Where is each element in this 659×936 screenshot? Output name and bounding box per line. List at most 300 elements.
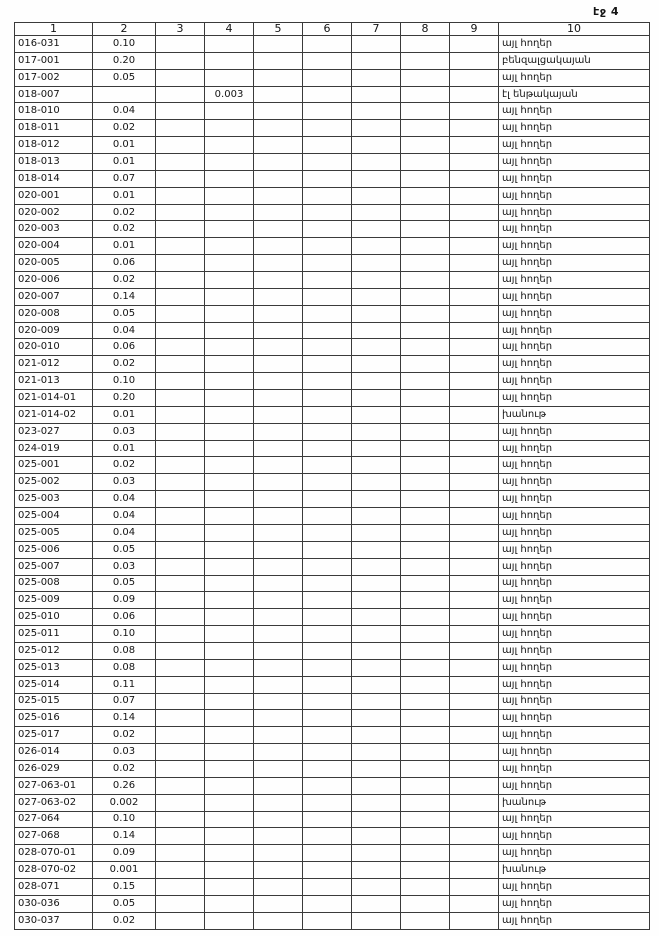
table-cell [303, 339, 352, 356]
table-cell: 025-012 [15, 642, 93, 659]
table-cell: այլ հողեր [499, 120, 650, 137]
table-cell: բենզալցակայան [499, 52, 650, 69]
table-cell [352, 744, 401, 761]
table-cell [254, 221, 303, 238]
table-cell [156, 642, 205, 659]
table-cell [303, 373, 352, 390]
table-cell [352, 154, 401, 171]
table-cell [205, 609, 254, 626]
table-cell: 0.07 [93, 693, 156, 710]
table-cell [352, 895, 401, 912]
table-cell [254, 541, 303, 558]
table-cell [205, 508, 254, 525]
table-cell: այլ հողեր [499, 558, 650, 575]
table-cell [205, 626, 254, 643]
table-cell [401, 895, 450, 912]
table-cell [156, 676, 205, 693]
table-cell [254, 457, 303, 474]
table-cell: այլ հողեր [499, 626, 650, 643]
table-cell: այլ հողեր [499, 339, 650, 356]
table-cell [450, 406, 499, 423]
table-cell [254, 440, 303, 457]
table-cell [450, 710, 499, 727]
table-cell: այլ հողեր [499, 845, 650, 862]
table-cell [303, 524, 352, 541]
table-cell: 0.08 [93, 659, 156, 676]
table-cell: 025-015 [15, 693, 93, 710]
table-cell [303, 811, 352, 828]
table-cell [401, 862, 450, 879]
table-cell [450, 777, 499, 794]
table-cell: 025-005 [15, 524, 93, 541]
table-cell: 020-002 [15, 204, 93, 221]
table-cell [352, 36, 401, 53]
table-cell [303, 862, 352, 879]
table-cell [156, 895, 205, 912]
table-cell [401, 811, 450, 828]
header-row [15, 23, 650, 36]
table-cell [156, 356, 205, 373]
table-cell: 0.10 [93, 626, 156, 643]
table-cell [205, 69, 254, 86]
table-cell: 0.02 [93, 120, 156, 137]
table-cell: 0.01 [93, 187, 156, 204]
table-cell [303, 103, 352, 120]
table-cell: այլ հողեր [499, 727, 650, 744]
table-cell [156, 760, 205, 777]
table-cell [303, 322, 352, 339]
table-cell [450, 204, 499, 221]
table-cell: այլ հողեր [499, 170, 650, 187]
table-cell: 0.01 [93, 440, 156, 457]
table-cell [254, 592, 303, 609]
table-cell [303, 423, 352, 440]
table-cell [401, 524, 450, 541]
table-cell: 0.01 [93, 238, 156, 255]
table-cell [450, 86, 499, 103]
table-cell [450, 272, 499, 289]
table-cell [254, 609, 303, 626]
table-cell [254, 322, 303, 339]
table-cell: 028-070-01 [15, 845, 93, 862]
column-header: 4 [205, 23, 254, 36]
table-cell [303, 878, 352, 895]
table-cell: այլ հողեր [499, 187, 650, 204]
table-cell: 025-003 [15, 491, 93, 508]
table-cell [254, 676, 303, 693]
table-cell [303, 187, 352, 204]
table-cell [450, 255, 499, 272]
table-cell [401, 272, 450, 289]
table-cell: 0.14 [93, 288, 156, 305]
table-cell [205, 676, 254, 693]
table-cell: 0.14 [93, 828, 156, 845]
table-cell [205, 727, 254, 744]
table-row [15, 238, 650, 255]
table-cell [156, 238, 205, 255]
table-cell [450, 744, 499, 761]
table-cell [303, 912, 352, 929]
table-cell: 0.11 [93, 676, 156, 693]
table-cell [303, 895, 352, 912]
table-cell: այլ հողեր [499, 137, 650, 154]
table-cell [450, 474, 499, 491]
table-cell: այլ հողեր [499, 710, 650, 727]
table-row [15, 339, 650, 356]
table-cell [450, 356, 499, 373]
table-cell: 025-002 [15, 474, 93, 491]
table-cell [352, 491, 401, 508]
table-cell [352, 221, 401, 238]
table-cell [156, 255, 205, 272]
table-cell [205, 52, 254, 69]
table-cell: այլ հողեր [499, 288, 650, 305]
table-cell [254, 491, 303, 508]
table-cell: 016-031 [15, 36, 93, 53]
table-cell [450, 423, 499, 440]
table-cell [254, 845, 303, 862]
table-cell [352, 912, 401, 929]
table-cell [205, 373, 254, 390]
table-cell [352, 811, 401, 828]
table-cell: այլ հողեր [499, 221, 650, 238]
table-cell [156, 794, 205, 811]
table-cell: այլ հողեր [499, 777, 650, 794]
table-cell [205, 710, 254, 727]
table-cell [450, 69, 499, 86]
table-cell [205, 862, 254, 879]
table-cell [450, 440, 499, 457]
table-cell [254, 406, 303, 423]
table-cell [156, 744, 205, 761]
table-cell: այլ հողեր [499, 693, 650, 710]
table-cell: 020-001 [15, 187, 93, 204]
table-cell: 017-002 [15, 69, 93, 86]
table-cell [205, 912, 254, 929]
table-cell [450, 541, 499, 558]
table-cell [352, 474, 401, 491]
table-cell [450, 322, 499, 339]
table-cell: այլ հողեր [499, 524, 650, 541]
table-cell [254, 356, 303, 373]
table-cell [205, 693, 254, 710]
table-row [15, 440, 650, 457]
table-cell: այլ հողեր [499, 676, 650, 693]
table-cell: 0.03 [93, 474, 156, 491]
table-cell [450, 52, 499, 69]
table-cell [352, 255, 401, 272]
table-cell: 0.06 [93, 339, 156, 356]
table-cell [450, 305, 499, 322]
table-cell: 025-017 [15, 727, 93, 744]
table-cell [205, 845, 254, 862]
table-cell [205, 811, 254, 828]
table-cell: այլ հողեր [499, 508, 650, 525]
table-cell: 020-004 [15, 238, 93, 255]
table-cell [254, 626, 303, 643]
table-cell: 0.15 [93, 878, 156, 895]
table-cell [401, 204, 450, 221]
table-cell [450, 878, 499, 895]
table-cell: 0.04 [93, 524, 156, 541]
table-cell [450, 187, 499, 204]
table-cell: այլ հողեր [499, 154, 650, 171]
table-cell [401, 474, 450, 491]
table-cell [450, 457, 499, 474]
table-cell: այլ հողեր [499, 491, 650, 508]
table-cell [352, 356, 401, 373]
table-cell: այլ հողեր [499, 356, 650, 373]
table-cell: 0.02 [93, 760, 156, 777]
table-cell: այլ հողեր [499, 322, 650, 339]
table-cell [401, 255, 450, 272]
table-cell [254, 423, 303, 440]
table-cell [401, 322, 450, 339]
table-cell [205, 238, 254, 255]
table-cell [205, 474, 254, 491]
table-cell: 020-006 [15, 272, 93, 289]
table-cell [401, 423, 450, 440]
table-cell [254, 187, 303, 204]
table-cell: 0.02 [93, 221, 156, 238]
table-cell [303, 356, 352, 373]
table-cell [401, 777, 450, 794]
table-cell [254, 339, 303, 356]
table-cell: 0.03 [93, 744, 156, 761]
table-cell [254, 288, 303, 305]
table-cell [303, 760, 352, 777]
table-cell: 0.05 [93, 575, 156, 592]
table-cell [205, 36, 254, 53]
table-cell [205, 659, 254, 676]
table-cell: 030-037 [15, 912, 93, 929]
table-cell [352, 120, 401, 137]
table-cell: 0.26 [93, 777, 156, 794]
table-cell [303, 154, 352, 171]
table-cell [205, 305, 254, 322]
table-cell [401, 541, 450, 558]
column-header: 7 [352, 23, 401, 36]
table-cell [254, 744, 303, 761]
table-cell [254, 52, 303, 69]
table-row [15, 592, 650, 609]
table-cell [254, 103, 303, 120]
table-row [15, 912, 650, 929]
table-cell [401, 238, 450, 255]
table-row [15, 187, 650, 204]
table-row [15, 272, 650, 289]
table-cell [401, 86, 450, 103]
table-cell [401, 878, 450, 895]
table-cell [156, 491, 205, 508]
table-cell [254, 811, 303, 828]
table-cell [254, 238, 303, 255]
table-cell [352, 676, 401, 693]
table-cell [254, 828, 303, 845]
table-cell: 026-014 [15, 744, 93, 761]
table-cell: 025-006 [15, 541, 93, 558]
table-cell: 0.02 [93, 356, 156, 373]
table-cell: 0.03 [93, 423, 156, 440]
table-cell [401, 693, 450, 710]
table-cell [254, 659, 303, 676]
table-cell [254, 642, 303, 659]
table-cell: 025-014 [15, 676, 93, 693]
table-cell [401, 710, 450, 727]
table-cell [352, 760, 401, 777]
table-cell: 0.05 [93, 305, 156, 322]
table-cell: 020-008 [15, 305, 93, 322]
table-cell [205, 760, 254, 777]
page-number-label: էջ 4 [593, 5, 619, 18]
table-cell [156, 626, 205, 643]
table-row [15, 52, 650, 69]
table-cell: 018-010 [15, 103, 93, 120]
table-cell: 0.003 [205, 86, 254, 103]
table-cell [156, 221, 205, 238]
column-header: 5 [254, 23, 303, 36]
table-cell [450, 120, 499, 137]
table-cell [205, 744, 254, 761]
table-cell [205, 339, 254, 356]
table-cell [352, 339, 401, 356]
table-cell [156, 558, 205, 575]
table-cell: 023-027 [15, 423, 93, 440]
table-cell: 025-001 [15, 457, 93, 474]
table-row [15, 204, 650, 221]
table-cell: 0.08 [93, 642, 156, 659]
table-row [15, 609, 650, 626]
table-cell [401, 727, 450, 744]
table-cell [450, 558, 499, 575]
table-cell [254, 727, 303, 744]
table-row [15, 659, 650, 676]
table-cell: այլ հողեր [499, 373, 650, 390]
table-cell [205, 777, 254, 794]
table-cell [156, 204, 205, 221]
table-cell: այլ հողեր [499, 541, 650, 558]
table-cell [156, 322, 205, 339]
table-cell: 0.20 [93, 52, 156, 69]
table-cell: 0.04 [93, 508, 156, 525]
table-cell: 025-007 [15, 558, 93, 575]
table-cell [254, 474, 303, 491]
table-cell [352, 423, 401, 440]
table-cell: 025-016 [15, 710, 93, 727]
table-cell: 018-013 [15, 154, 93, 171]
table-cell [401, 626, 450, 643]
table-cell [401, 609, 450, 626]
table-cell [352, 845, 401, 862]
table-cell [303, 828, 352, 845]
table-cell [156, 52, 205, 69]
table-cell [156, 845, 205, 862]
table-cell [303, 777, 352, 794]
table-cell [303, 204, 352, 221]
table-cell [352, 288, 401, 305]
table-cell [450, 221, 499, 238]
table-cell: էլ ենթակայան [499, 86, 650, 103]
table-cell: 018-007 [15, 86, 93, 103]
table-row [15, 322, 650, 339]
table-cell [352, 238, 401, 255]
table-cell: 0.10 [93, 36, 156, 53]
table-row [15, 878, 650, 895]
table-cell [205, 356, 254, 373]
table-cell [401, 103, 450, 120]
table-cell [303, 642, 352, 659]
table-cell [303, 305, 352, 322]
table-cell: 0.01 [93, 154, 156, 171]
table-cell [205, 878, 254, 895]
table-cell [156, 170, 205, 187]
table-cell [156, 693, 205, 710]
table-cell [450, 828, 499, 845]
table-cell [303, 86, 352, 103]
table-cell [352, 272, 401, 289]
table-cell [303, 120, 352, 137]
table-cell [254, 255, 303, 272]
table-row [15, 693, 650, 710]
table-cell: 025-008 [15, 575, 93, 592]
table-row [15, 305, 650, 322]
table-cell: 025-013 [15, 659, 93, 676]
table-cell [352, 322, 401, 339]
table-cell: 020-005 [15, 255, 93, 272]
table-cell: այլ հողեր [499, 811, 650, 828]
table-cell [401, 440, 450, 457]
table-cell [205, 592, 254, 609]
table-cell: այլ հողեր [499, 457, 650, 474]
table-cell [156, 457, 205, 474]
table-cell: 0.01 [93, 137, 156, 154]
table-row [15, 541, 650, 558]
table-cell [401, 52, 450, 69]
table-cell [156, 103, 205, 120]
table-cell [303, 406, 352, 423]
table-cell [352, 204, 401, 221]
table-cell [205, 524, 254, 541]
table-cell: 021-013 [15, 373, 93, 390]
table-cell [205, 642, 254, 659]
table-cell [450, 845, 499, 862]
table-cell: 021-014-01 [15, 390, 93, 407]
table-cell [156, 878, 205, 895]
table-cell [450, 373, 499, 390]
table-cell: 025-010 [15, 609, 93, 626]
table-cell [401, 356, 450, 373]
table-cell: այլ հողեր [499, 895, 650, 912]
table-cell [303, 727, 352, 744]
table-cell: 0.001 [93, 862, 156, 879]
table-cell [156, 541, 205, 558]
table-cell [205, 895, 254, 912]
table-cell: այլ հողեր [499, 642, 650, 659]
table-row [15, 811, 650, 828]
table-cell [450, 659, 499, 676]
table-cell [156, 862, 205, 879]
table-cell [401, 828, 450, 845]
table-cell [156, 575, 205, 592]
table-cell: խանութ [499, 406, 650, 423]
table-cell [254, 777, 303, 794]
table-cell: այլ հողեր [499, 305, 650, 322]
table-cell [352, 878, 401, 895]
table-cell [401, 508, 450, 525]
table-cell: 0.04 [93, 491, 156, 508]
table-cell: այլ հողեր [499, 659, 650, 676]
table-row [15, 895, 650, 912]
